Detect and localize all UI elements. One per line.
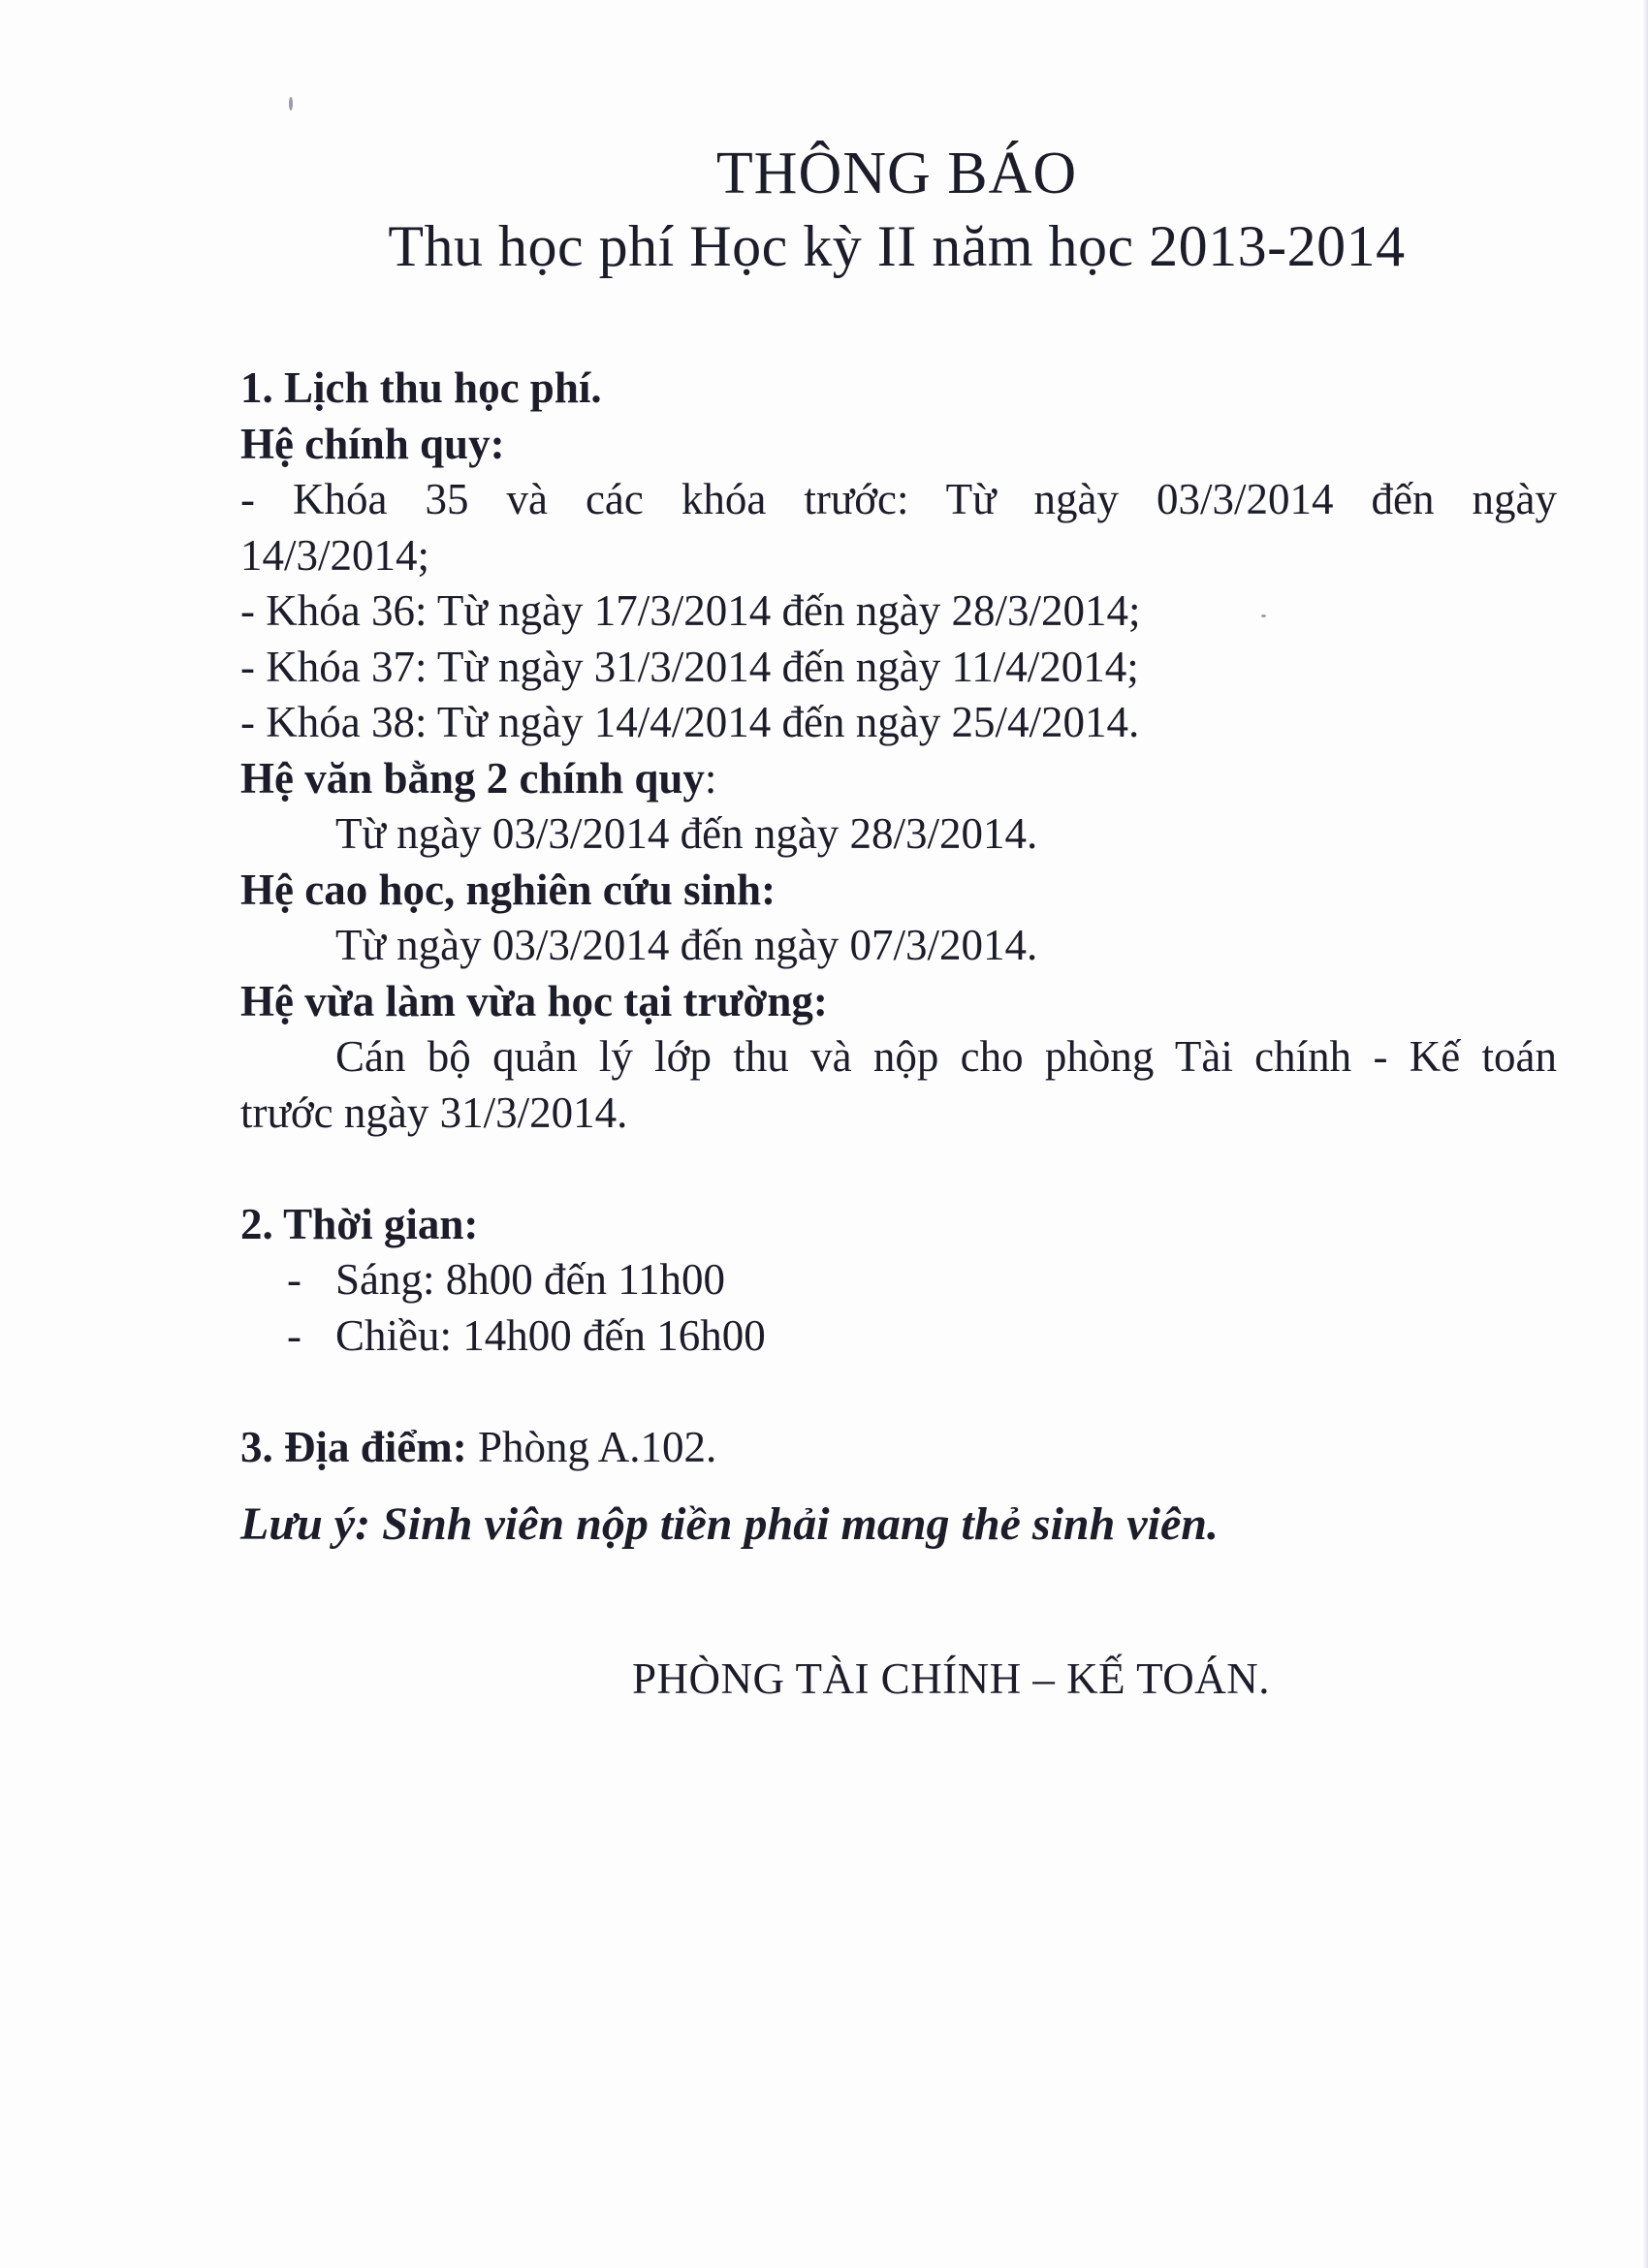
page-subtitle: Thu học phí Học kỳ II năm học 2013-2014 bbox=[388, 214, 1406, 278]
time-text: Chiều: 14h00 đến 16h00 bbox=[335, 1310, 766, 1360]
second-degree-dates: Từ ngày 03/3/2014 đến ngày 28/3/2014. bbox=[335, 809, 1038, 858]
part-time-text: Cán bộ quản lý lớp thu và nộp cho phòng Tài chính - Kế toán bbox=[335, 1032, 1557, 1081]
graduate-dates: Từ ngày 03/3/2014 đến ngày 07/3/2014. bbox=[335, 921, 1038, 969]
location-label: 3. Địa điểm: bbox=[240, 1422, 467, 1471]
part-time-text-end: trước ngày 31/3/2014. bbox=[240, 1087, 628, 1137]
bullet-dash: - bbox=[287, 1310, 301, 1360]
time-item-afternoon bbox=[240, 1308, 1557, 1365]
second-degree-heading bbox=[240, 751, 1557, 807]
notice-body bbox=[240, 361, 1557, 1553]
section-2-heading: 2. Thời gian: bbox=[240, 1199, 479, 1248]
part-time-label: Hệ vừa làm vừa học tại trường: bbox=[240, 976, 828, 1025]
spacer bbox=[240, 1141, 1557, 1197]
time-text: Sáng: 8h00 đến 11h00 bbox=[335, 1255, 726, 1304]
spacer bbox=[240, 1364, 1557, 1420]
location-value: Phòng A.102. bbox=[466, 1422, 717, 1471]
note-text: Lưu ý: Sinh viên nộp tiền phải mang thẻ sinh viên. bbox=[240, 1498, 1219, 1550]
regular-program-label: Hệ chính quy: bbox=[240, 419, 505, 468]
bullet-dash: - bbox=[287, 1255, 301, 1304]
page-edge-shadow bbox=[1642, 0, 1648, 2268]
section-1-heading: 1. Lịch thu học phí. bbox=[240, 363, 602, 412]
second-degree-label: Hệ văn bằng 2 chính quy bbox=[240, 753, 705, 803]
time-item-morning bbox=[240, 1252, 1557, 1308]
regular-line-1: - Khóa 35 và các khóa trước: Từ ngày 03/3/2014 đến ngày bbox=[240, 475, 1557, 523]
regular-line-1-end: 14/3/2014; bbox=[240, 530, 430, 580]
section-3-location bbox=[240, 1420, 1557, 1476]
graduate-label: Hệ cao học, nghiên cứu sinh: bbox=[240, 865, 776, 914]
regular-line-3: - Khóa 37: Từ ngày 31/3/2014 đến ngày 11/4/2014; bbox=[240, 642, 1139, 691]
signature: PHÒNG TÀI CHÍNH – KẾ TOÁN. bbox=[632, 1654, 1271, 1703]
regular-line-4: - Khóa 38: Từ ngày 14/4/2014 đến ngày 25/4/2014. bbox=[240, 698, 1140, 746]
scan-speck bbox=[289, 97, 293, 110]
second-degree-colon: : bbox=[704, 753, 717, 803]
regular-line-2: - Khóa 36: Từ ngày 17/3/2014 đến ngày 28/3/2014; bbox=[240, 586, 1141, 635]
page-title: THÔNG BÁO bbox=[715, 141, 1078, 206]
